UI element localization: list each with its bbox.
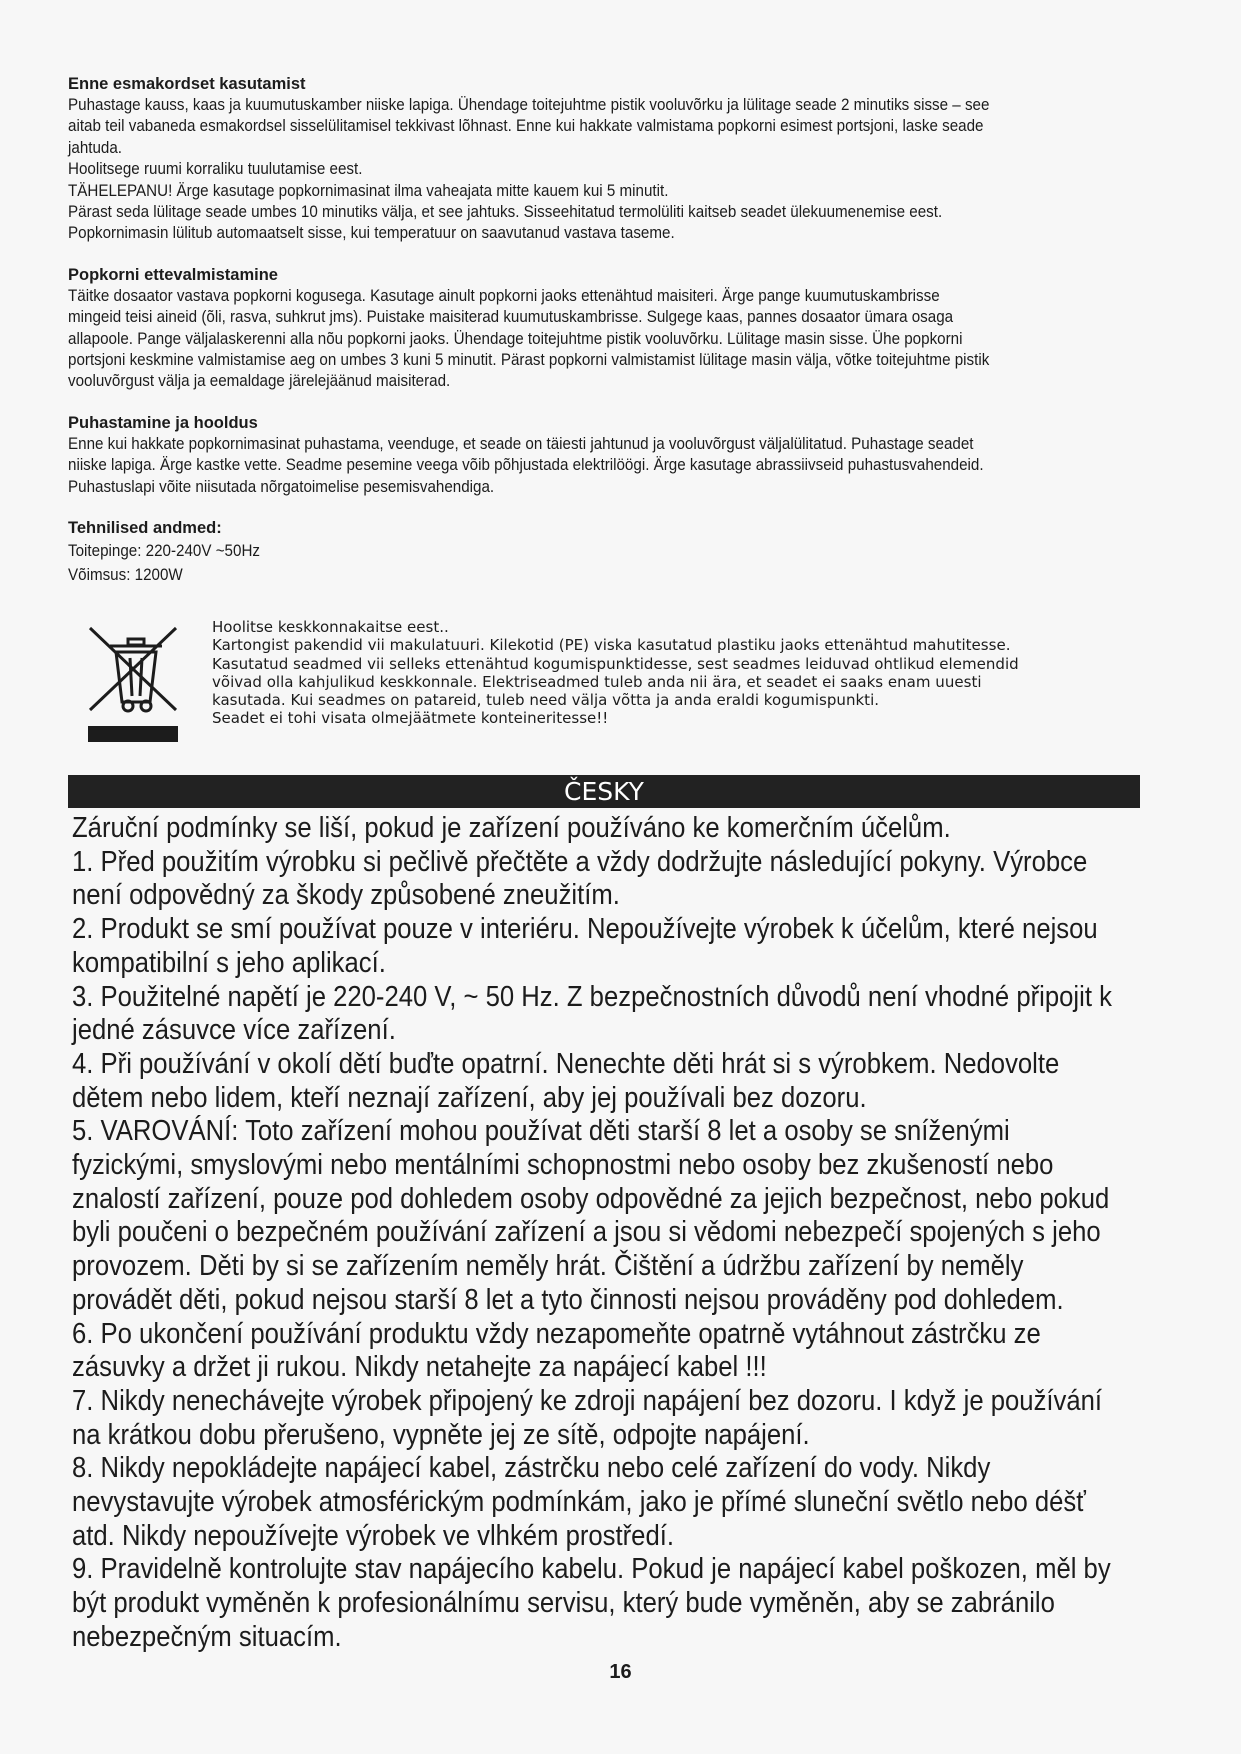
paragraph-line: Puhastage kauss, kaas ja kuumutuskamber niiske lapiga. Ühendage toitejuhtme pistik vooluvõrku ja lülitage seade 2 minutiks sisse – see: [68, 96, 990, 114]
paragraph-line: portsjoni keskmine valmistamise aeg on umbes 3 kuni 5 minutit. Pärast popkorni valmistamist lülitage masin välja, võtke toitejuhtme pistik: [68, 351, 990, 370]
paragraph-line: allapoole. Pange väljalaskerenni alla nõu popkorni jaoks. Ühendage toitejuhtme pistik vooluvõrku. Lülitage masin sisse. Ühe popkorni: [68, 329, 963, 348]
czech-line: byli poučeni o bezpečném používání zařízení a jsou si vědomi nebezpečí spojených s jeho: [72, 1216, 1101, 1249]
section-title: Puhastamine ja hooldus: [68, 413, 258, 432]
czech-line: jedné zásuvce více zařízení.: [72, 1014, 396, 1047]
paragraph-line: Pärast seda lülitage seade umbes 10 minutiks välja, et see jahtuks. Sisseehitatud termolüliti kaitseb seadet ülekuumenemise eest.: [68, 203, 943, 222]
paragraph-line: mingeid teisi aineid (õli, rasva, suhkrut jms). Puistake maisiterad kuumutuskambrisse. Sulgege kaas, pannes dosaator ümara osaga: [68, 308, 954, 327]
spec-power: Võimsus: 1200W: [68, 566, 183, 585]
czech-line: provádět děti, pokud nejsou starší 8 let a tyto činnosti nejsou prováděny pod dohledem.: [72, 1283, 1064, 1316]
specs-block: [68, 518, 1173, 587]
czech-line: 4. Při používání v okolí dětí buďte opatrní. Nenechte děti hrát si s výrobkem. Nedovolte: [72, 1047, 1060, 1080]
notice-line: Kartongist pakendid vii makulatuuri. Kilekotid (PE) viska kasutatud plastiku jaoks ettenähtud mahutitesse.: [212, 636, 1011, 655]
specs-title: Tehnilised andmed:: [68, 519, 222, 538]
crossed-bin-icon: [88, 626, 184, 742]
czech-line: 9. Pravidelně kontrolujte stav napájecího kabelu. Pokud je napájecí kabel poškozen, měl by: [72, 1553, 1111, 1586]
czech-line: 3. Použitelné napětí je 220-240 V, ~ 50 Hz. Z bezpečnostních důvodů není vhodné připojit k: [72, 980, 1112, 1013]
spec-voltage: Toitepinge: 220-240V ~50Hz: [68, 542, 261, 561]
paragraph-line: Täitke dosaator vastava popkorni kogusega. Kasutage ainult popkorni jaoks ettenähtud maisiteri. Ärge pange kuumutuskambrisse: [68, 286, 940, 305]
paragraph-line: jahtuda.: [68, 138, 123, 157]
estonian-section: [68, 74, 1173, 587]
paragraph-line: TÄHELEPANU! Ärge kasutage popkornimasinat ilma vaheajata mitte kauem kui 5 minutit.: [68, 181, 669, 200]
czech-line: 5. VAROVÁNÍ: Toto zařízení mohou používat děti starší 8 let a osoby se sníženými: [72, 1115, 1010, 1148]
czech-line: není odpovědný za škody způsobené zneužitím.: [72, 879, 620, 912]
czech-line: na krátkou dobu přerušeno, vypněte jej ze sítě, odpojte napájení.: [72, 1418, 810, 1451]
czech-line: 7. Nikdy nenechávejte výrobek připojený ke zdroji napájení bez dozoru. I když je používání: [72, 1384, 1103, 1417]
czech-line: nevystavujte výrobek atmosférickým podmínkám, jako je přímé sluneční světlo nebo déšť: [72, 1486, 1086, 1519]
notice-line: Seadet ei tohi visata olmejäätmete konteineritesse!!: [212, 709, 609, 728]
paragraph-line: Enne kui hakkate popkornimasinat puhastama, veenduge, et seade on täiesti jahtunud ja vooluvõrgust väljalülitatud. Puhastage seadet: [68, 434, 974, 453]
notice-line: kasutada. Kui seadmes on patareid, tuleb need välja võtta ja anda eraldi kogumispunkti.: [212, 691, 880, 710]
czech-line: zásuvky a držet ji rukou. Nikdy netahejte za napájecí kabel !!!: [72, 1351, 767, 1384]
czech-line: dětem nebo lidem, kteří neznají zařízení, aby jej používali bez dozoru.: [72, 1081, 867, 1114]
czech-line: Záruční podmínky se liší, pokud je zařízení používáno ke komerčním účelům.: [72, 812, 951, 844]
czech-line: být produkt vyměněn k profesionálnímu servisu, který bude vyměněn, aby se zabránilo: [72, 1587, 1055, 1620]
paragraph-line: niiske lapiga. Ärge kastke vette. Seadme pesemine veega võib põhjustada elektrilöögi. Ärge kasutage abrassiivseid puhastusvahendeid.: [68, 456, 984, 475]
czech-line: provozem. Děti by si se zařízením neměly hrát. Čištění a údržbu zařízení by neměly: [72, 1250, 1024, 1283]
first-use-block: [68, 74, 1173, 245]
recycling-notice: [212, 618, 1143, 728]
czech-line: nebezpečným situacím.: [72, 1620, 342, 1653]
section-title: Enne esmakordset kasutamist: [68, 75, 306, 93]
czech-line: 2. Produkt se smí používat pouze v interiéru. Nepoužívejte výrobek k účelům, které nejsou: [72, 913, 1098, 946]
czech-line: 8. Nikdy nepokládejte napájecí kabel, zástrčku nebo celé zařízení do vody. Nikdy: [72, 1452, 991, 1485]
czech-section: [72, 812, 1172, 1655]
notice-line: Kasutatud seadmed vii selleks ettenähtud kogumispunktidesse, sest seadmes leiduvad ohtlikud elemendid: [212, 654, 1019, 673]
paragraph-line: Puhastuslapi võite niisutada nõrgatoimelise pesemisvahendiga.: [68, 477, 495, 496]
paragraph-line: vooluvõrgust välja ja eemaldage järelejäänud maisiterad.: [68, 372, 451, 391]
cleaning-block: [68, 413, 1173, 498]
page-number: 16: [609, 1661, 632, 1683]
paragraph-line: Hoolitsege ruumi korraliku tuulutamise eest.: [68, 160, 363, 179]
czech-line: 6. Po ukončení používání produktu vždy nezapomeňte opatrně vytáhnout zástrčku ze: [72, 1317, 1041, 1350]
section-title: Popkorni ettevalmistamine: [68, 265, 278, 284]
notice-line: võivad olla kahjulikud keskkonnale. Elektriseadmed tuleb anda nii ära, et seadet ei saaks enam uuesti: [212, 672, 982, 691]
czech-line: fyzickými, smyslovými nebo mentálními schopnostmi nebo osoby bez zkušeností nebo: [72, 1149, 1054, 1182]
language-banner: ČESKY: [68, 775, 1140, 808]
paragraph-line: Popkornimasin lülitub automaatselt sisse, kui temperatuur on saavutanud vastava taseme.: [68, 224, 675, 243]
czech-line: kompatibilní s jeho aplikací.: [72, 946, 386, 979]
czech-line: znalostí zařízení, pouze pod dohledem osoby odpovědné za jejich bezpečnost, nebo pokud: [72, 1182, 1110, 1215]
czech-line: atd. Nikdy nepoužívejte výrobek ve vlhkém prostředí.: [72, 1519, 674, 1552]
paragraph-line: aitab teil vabaneda esmakordsel sisselülitamisel tekkivast lõhnast. Enne kui hakkate valmistama popkorni esimest portsjoni, laske seade: [68, 117, 984, 136]
preparation-block: [68, 265, 1173, 393]
czech-line: 1. Před použitím výrobku si pečlivě přečtěte a vždy dodržujte následující pokyny. Výrobce: [72, 845, 1088, 878]
notice-line: Hoolitse keskkonnakaitse eest..: [212, 618, 449, 636]
